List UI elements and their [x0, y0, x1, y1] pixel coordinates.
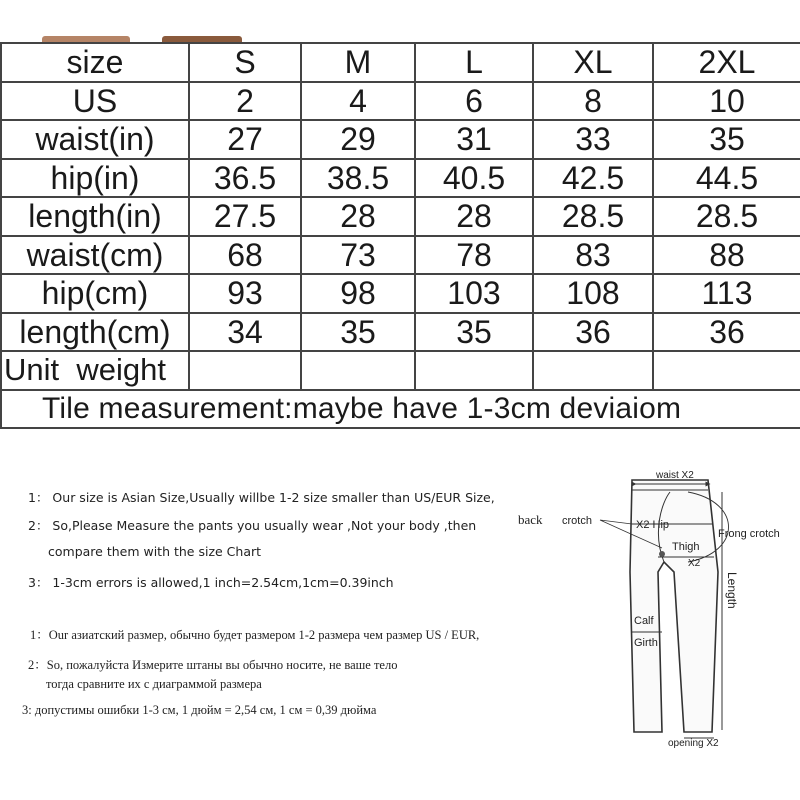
measurement-note: Tile measurement:maybe have 1-3cm deviaiom — [1, 390, 800, 429]
table-row — [1, 313, 800, 352]
pants-outline — [630, 480, 718, 732]
header-size: XL — [533, 43, 653, 82]
table-cell: 68 — [189, 236, 301, 275]
back-crotch-label: back — [518, 512, 543, 527]
table-cell: 36 — [653, 313, 800, 352]
row-label: hip(cm) — [1, 274, 189, 313]
table-row — [1, 197, 800, 236]
girth-label: Girth — [634, 637, 658, 649]
table-cell: 10 — [653, 82, 800, 121]
header-label: size — [1, 43, 189, 82]
table-cell: 31 — [415, 120, 533, 159]
table-row — [1, 236, 800, 275]
table-cell: 88 — [653, 236, 800, 275]
length-label: Length — [725, 572, 739, 609]
table-cell: 35 — [653, 120, 800, 159]
pants-measurement-diagram — [512, 462, 800, 752]
table-cell: 28 — [415, 197, 533, 236]
thigh-label: Thigh — [672, 541, 700, 553]
table-cell-empty — [301, 351, 415, 390]
table-cell: 73 — [301, 236, 415, 275]
table-cell: 98 — [301, 274, 415, 313]
table-cell: 28 — [301, 197, 415, 236]
table-cell: 35 — [301, 313, 415, 352]
row-label: hip(in) — [1, 159, 189, 198]
row-label: waist(in) — [1, 120, 189, 159]
table-cell: 2 — [189, 82, 301, 121]
table-cell: 4 — [301, 82, 415, 121]
table-cell: 8 — [533, 82, 653, 121]
table-cell: 38.5 — [301, 159, 415, 198]
table-row-unit-weight — [1, 351, 800, 390]
crotch-dot — [659, 551, 665, 557]
unit-weight-label: Unit weight — [1, 351, 189, 390]
thigh-x2-label: X2 — [688, 558, 701, 569]
table-cell: 40.5 — [415, 159, 533, 198]
note-ru-2: 2：So, пожалуйста Измерите штаны вы обычно носите, не ваше тело — [28, 658, 398, 672]
table-cell: 33 — [533, 120, 653, 159]
crotch-label: crotch — [562, 515, 592, 527]
note-en-1: 1： Our size is Asian Size,Usually willbe 1-2 size smaller than US/EUR Size, — [28, 490, 495, 505]
table-cell: 27 — [189, 120, 301, 159]
table-row — [1, 82, 800, 121]
size-chart-table — [0, 42, 800, 429]
row-label: US — [1, 82, 189, 121]
table-cell: 113 — [653, 274, 800, 313]
table-row — [1, 159, 800, 198]
header-size: M — [301, 43, 415, 82]
note-ru-1: 1：Our азиатский размер, обычно будет размером 1-2 размера чем размер US / EUR, — [30, 628, 480, 642]
table-cell-empty — [415, 351, 533, 390]
table-cell: 108 — [533, 274, 653, 313]
table-cell-empty — [533, 351, 653, 390]
product-photo-strip — [0, 0, 800, 42]
header-size: S — [189, 43, 301, 82]
note-en-3: 3： 1-3cm errors is allowed,1 inch=2.54cm,1cm=0.39inch — [28, 575, 394, 590]
table-cell: 28.5 — [533, 197, 653, 236]
note-ru-3: 3: допустимы ошибки 1-3 см, 1 дюйм = 2,54 см, 1 см = 0,39 дюйма — [22, 703, 377, 717]
table-cell-empty — [189, 351, 301, 390]
table-cell: 93 — [189, 274, 301, 313]
table-row — [1, 274, 800, 313]
pants-diagram-svg — [512, 462, 800, 752]
table-note-row — [1, 390, 800, 429]
header-size: 2XL — [653, 43, 800, 82]
row-label: waist(cm) — [1, 236, 189, 275]
table-cell: 42.5 — [533, 159, 653, 198]
table-cell: 36.5 — [189, 159, 301, 198]
table-cell: 35 — [415, 313, 533, 352]
row-label: length(cm) — [1, 313, 189, 352]
note-ru-2-cont: тогда сравните их с диаграммой размера — [46, 677, 262, 691]
table-cell: 6 — [415, 82, 533, 121]
table-header-row — [1, 43, 800, 82]
table-cell-empty — [653, 351, 800, 390]
table-cell: 34 — [189, 313, 301, 352]
table-cell: 29 — [301, 120, 415, 159]
calf-label: Calf — [634, 615, 654, 627]
note-en-2: 2： So,Please Measure the pants you usually wear ,Not your body ,then — [28, 518, 477, 533]
table-cell: 27.5 — [189, 197, 301, 236]
opening-label: opening X2 — [668, 738, 719, 749]
table-cell: 36 — [533, 313, 653, 352]
table-cell: 103 — [415, 274, 533, 313]
waist-label: waist X2 — [656, 470, 694, 481]
note-en-2-cont: compare them with the size Chart — [48, 544, 262, 559]
header-size: L — [415, 43, 533, 82]
front-crotch-label: Frong crotch — [718, 528, 780, 540]
table-cell: 28.5 — [653, 197, 800, 236]
table-cell: 44.5 — [653, 159, 800, 198]
row-label: length(in) — [1, 197, 189, 236]
table-cell: 78 — [415, 236, 533, 275]
table-cell: 83 — [533, 236, 653, 275]
table-row — [1, 120, 800, 159]
hip-label: X2 Hip — [636, 519, 670, 531]
